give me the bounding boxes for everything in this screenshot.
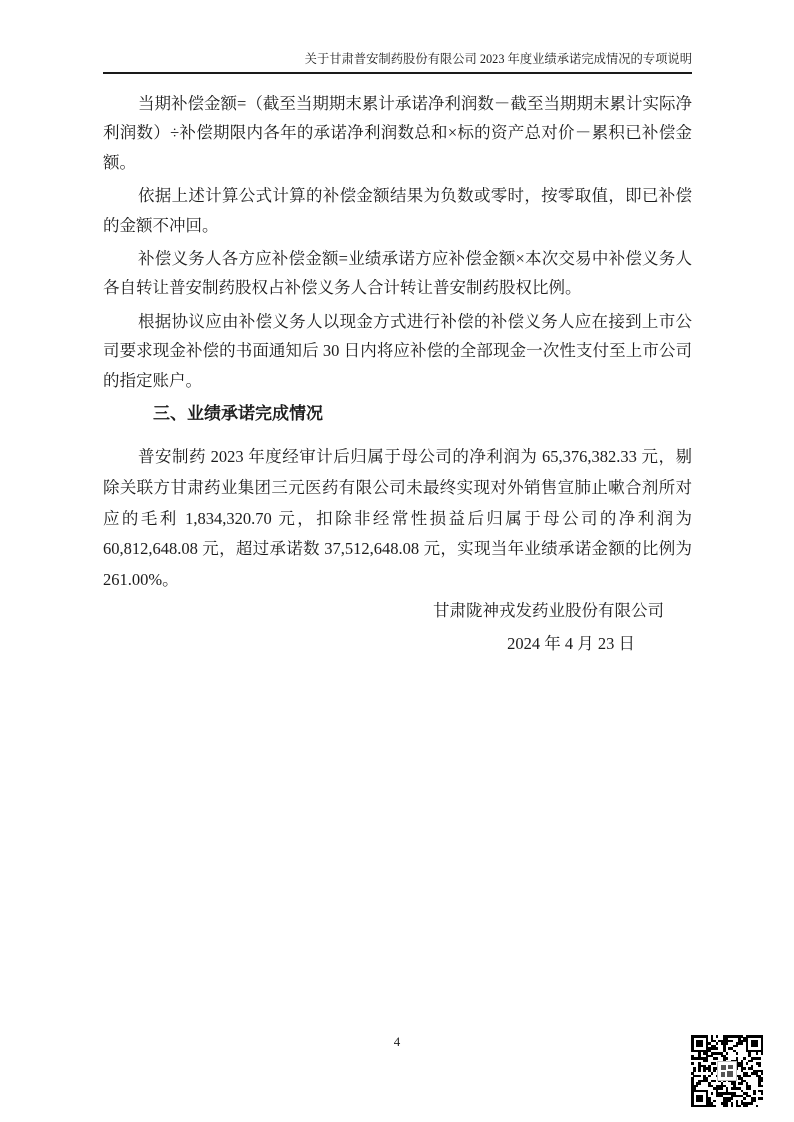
paragraph-obligor-share-formula: 补偿义务人各方应补偿金额=业绩承诺方应补偿金额×本次交易中补偿义务人各自转让普安制药股权占补偿义务人合计转让普安制药股权比例。 — [103, 249, 692, 298]
section-heading-performance-completion: 三、业绩承诺完成情况 — [153, 404, 323, 424]
running-header-title: 关于甘肃普安制药股份有限公司 2023 年度业绩承诺完成情况的专项说明 — [103, 50, 692, 74]
page-number: 4 — [393, 1034, 401, 1049]
qr-code — [690, 1034, 764, 1108]
paragraph-zero-value-rule: 依据上述计算公式计算的补偿金额结果为负数或零时，按零取值，即已补偿的金额不冲回。 — [103, 186, 692, 235]
qr-code-center-logo — [718, 1062, 736, 1080]
signature-company: 甘肃陇神戎发药业股份有限公司 — [433, 601, 664, 621]
document-body — [103, 89, 692, 662]
signature-date: 2024 年 4 月 23 日 — [507, 634, 635, 654]
paragraph-cash-payment-terms: 根据协议应由补偿义务人以现金方式进行补偿的补偿义务人应在接到上市公司要求现金补偿的书面通知后 30 日内将应补偿的全部现金一次性支付至上市公司的指定账户。 — [103, 311, 692, 390]
paragraph-compensation-formula: 当期补偿金额=（截至当期期末累计承诺净利润数－截至当期期末累计实际净利润数）÷补偿期限内各年的承诺净利润数总和×标的资产总对价－累积已补偿金额。 — [103, 94, 692, 172]
page-header — [103, 50, 692, 74]
paragraph-performance-results: 普安制药 2023 年度经审计后归属于母公司的净利润为 65,376,382.33 元，剔除关联方甘肃药业集团三元医药有限公司未最终实现对外销售宣肺止嗽合剂所对应的毛利 1,834,320.70 元，扣除非经常性损益后归属于母公司的净利润为 60,812,648.08 元，超过承诺数 37,512,648.08 元，实现当年业绩承诺金额的比例为 261.00%。 — [103, 447, 692, 590]
